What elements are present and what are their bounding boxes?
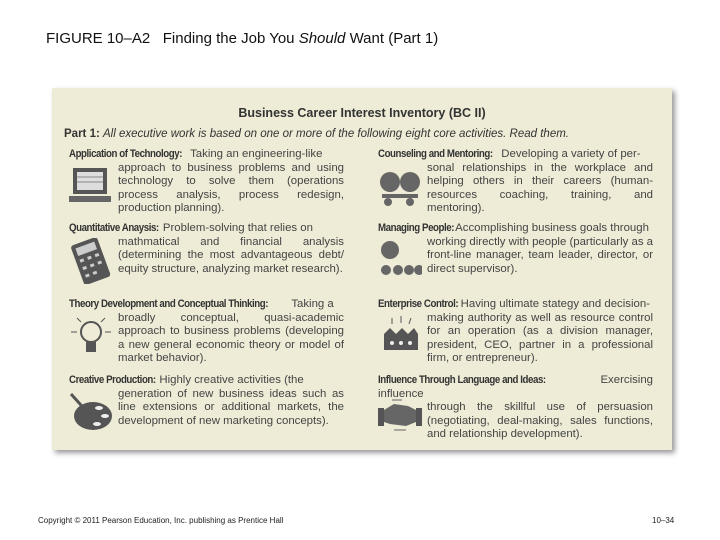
part-label: Part 1: xyxy=(64,128,100,140)
part-intro xyxy=(64,128,569,140)
panel-title: Business Career Interest Inventory (BC II) xyxy=(238,106,486,120)
team-icon xyxy=(378,238,422,284)
activity-item xyxy=(69,374,344,428)
page-number: 10–34 xyxy=(652,516,675,525)
item-first-line xyxy=(69,222,344,236)
item-description: through the skillful use of persuasion (negotiating, deal-making, sales functions, and relationship development). xyxy=(427,401,653,441)
activity-item xyxy=(378,298,653,366)
lightbulb-icon xyxy=(69,314,113,360)
item-description: generation of new business ideas such as line extensions or additional markets, the development of new marketing concepts). xyxy=(118,387,344,427)
item-first-text: Problem-solving that relies on xyxy=(162,222,313,234)
item-description: working directly with people (particularly as a front-line manager, team leader, director, or direct supervisor). xyxy=(427,235,654,275)
item-label: Quantitative Anaysis: xyxy=(69,222,159,234)
activity-item xyxy=(378,374,653,442)
crown-icon xyxy=(378,314,422,360)
title-text-end: Want (Part 1) xyxy=(345,30,439,47)
calculator-icon xyxy=(69,238,113,284)
activity-item xyxy=(69,298,344,366)
activity-item xyxy=(69,222,344,276)
item-description: mathmatical and financial analysis (determining the most advantageous debt/ equity structure, analyzing market research). xyxy=(118,235,344,275)
item-label: Enterprise Control: xyxy=(378,298,459,310)
item-description: broadly conceptual, quasi-academic approach to business problems (developing a new general economic theory or model of market behavior). xyxy=(118,311,344,365)
people-icon xyxy=(378,164,422,210)
item-first-text: Accomplishing business goals through xyxy=(455,222,649,234)
title-text: Finding the Job You xyxy=(162,30,299,47)
inventory-panel xyxy=(52,88,672,450)
item-description: making authority as well as resource control for an operation (as a division manager, president, CEO, partner in a professional firm, or entrepreneur). xyxy=(427,311,653,365)
activity-item xyxy=(69,148,344,216)
item-label: Counseling and Mentoring: xyxy=(378,148,493,160)
figure-title xyxy=(46,30,438,47)
palette-icon xyxy=(69,390,113,436)
item-first-line xyxy=(378,298,653,312)
activity-item xyxy=(378,222,653,276)
item-label: Influence Through Language and Ideas: xyxy=(378,374,546,386)
item-first-line xyxy=(69,374,344,388)
title-emphasis: Should xyxy=(298,30,346,47)
copyright: Copyright © 2011 Pearson Education, Inc. publishing as Prentice Hall xyxy=(38,516,284,525)
item-first-line xyxy=(69,298,344,312)
item-first-line xyxy=(378,222,653,236)
item-description: approach to business problems and using technology to solve them (operations process analysis, process redesign, production planning). xyxy=(118,161,344,215)
item-label: Creative Production: xyxy=(69,374,156,386)
part-text: All executive work is based on one or more of the following eight core activities. Read them. xyxy=(103,128,569,140)
laptop-icon xyxy=(69,164,113,210)
item-label: Theory Development and Conceptual Thinking: xyxy=(69,298,269,310)
item-label: Managing People: xyxy=(378,222,455,234)
item-first-text: Developing a variety of per- xyxy=(501,148,641,160)
item-first-text: Taking a xyxy=(291,298,334,310)
item-description: sonal relationships in the workplace and helping others in their careers (human-resources coaching, training, and mentoring). xyxy=(427,161,653,215)
item-first-text: Exercising influence xyxy=(378,374,653,400)
item-first-line xyxy=(378,148,653,162)
item-label: Application of Technology: xyxy=(69,148,183,160)
activity-item xyxy=(378,148,653,216)
figure-number: FIGURE 10–A2 xyxy=(46,30,151,47)
item-first-text: Having ultimate stategy and decision- xyxy=(460,298,650,310)
handshake-icon xyxy=(378,390,422,436)
item-first-text: Taking an engineering-like xyxy=(190,148,323,160)
item-first-line xyxy=(69,148,344,162)
item-first-text: Highly creative activities (the xyxy=(159,374,304,386)
